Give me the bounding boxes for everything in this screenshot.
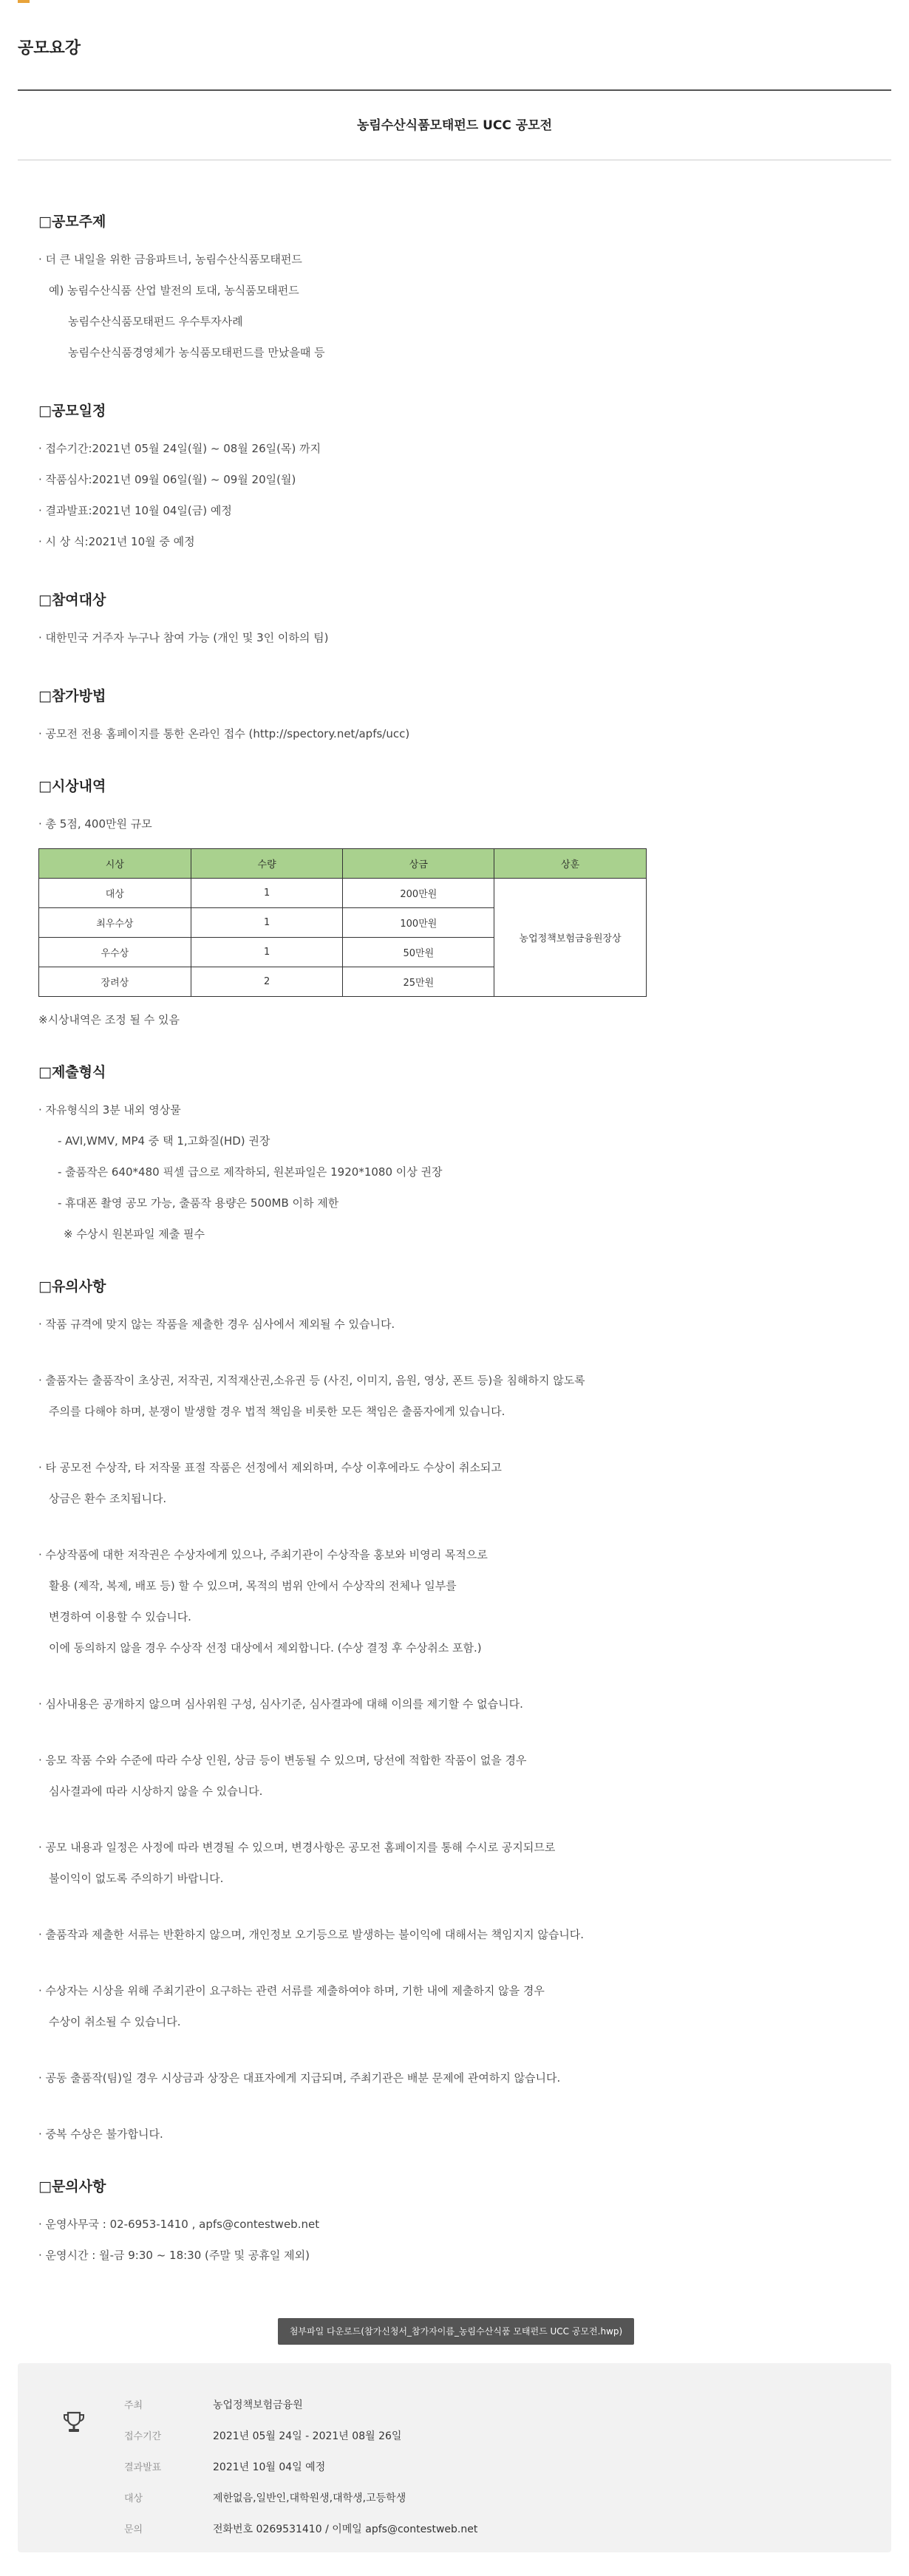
trophy-icon <box>61 2409 87 2436</box>
page-title: 공모요강 <box>18 39 81 58</box>
info-key: 결과발표 <box>124 2462 162 2473</box>
notes-line: 활용 (제작, 복제, 배포 등) 할 수 있으며, 목적의 범위 안에서 수상작의 전체나 일부를 <box>49 1579 457 1592</box>
notes-paragraph <box>38 1539 851 1663</box>
notes-paragraph <box>38 1919 851 1950</box>
notes-line: · 공모 내용과 일정은 사정에 따라 변경될 수 있으며, 변경사항은 공모전 홈페이지를 통해 수시로 공지되므로 <box>38 1841 556 1854</box>
notes-paragraph <box>38 2119 851 2150</box>
notes-line: · 작품 규격에 맞지 않는 작품을 제출한 경우 심사에서 제외될 수 있습니다. <box>38 1318 395 1331</box>
prize-money-cell: 25만원 <box>343 967 494 997</box>
section-heading-format: □제출형식 <box>38 1064 106 1080</box>
schedule-line: · 접수기간:2021년 05월 24일(월) ~ 08월 26일(목) 까지 <box>38 442 321 455</box>
contest-info-box <box>18 2363 891 2552</box>
section-heading-eligibility: □참여대상 <box>38 592 106 608</box>
notes-paragraph <box>38 1689 851 1720</box>
prize-count-cell: 1 <box>191 879 343 908</box>
notes-line: 주의를 다해야 하며, 분쟁이 발생할 경우 법적 책임을 비롯한 모든 책임은 출품자에게 있습니다. <box>49 1405 505 1418</box>
prize-honor-cell: 농업정책보험금융원장상 <box>494 879 647 997</box>
section-heading-topic: □공모주제 <box>38 214 106 230</box>
info-value: 전화번호 0269531410 / 이메일 apfs@contestweb.net <box>213 2524 478 2535</box>
prize-header-count: 수량 <box>191 849 343 879</box>
notes-paragraph <box>38 2062 851 2093</box>
notes-line: · 수상작품에 대한 저작권은 수상자에게 있으나, 주최기관이 수상작을 홍보와 비영리 목적으로 <box>38 1548 488 1561</box>
prize-money-cell: 200만원 <box>343 879 494 908</box>
format-line: - AVI,WMV, MP4 중 택 1,고화질(HD) 권장 <box>58 1134 270 1148</box>
notes-paragraph <box>38 1452 851 1514</box>
format-line: - 휴대폰 촬영 공모 가능, 출품작 용량은 500MB 이하 제한 <box>58 1196 339 1210</box>
prize-award-cell: 우수상 <box>39 938 191 967</box>
notes-line: · 심사내용은 공개하지 않으며 심사위원 구성, 심사기준, 심사결과에 대해 이의를 제기할 수 없습니다. <box>38 1697 523 1711</box>
title-divider <box>18 89 891 91</box>
notes-line: 상금은 환수 조치됩니다. <box>49 1492 167 1505</box>
prize-money-cell: 50만원 <box>343 938 494 967</box>
info-key: 대상 <box>124 2493 143 2504</box>
notes-line: · 공동 출품작(팀)일 경우 시상금과 상장은 대표자에게 지급되며, 주최기관은 배분 문제에 관여하지 않습니다. <box>38 2071 561 2085</box>
prize-count-cell: 1 <box>191 908 343 938</box>
prize-award-cell: 최우수상 <box>39 908 191 938</box>
notes-paragraph <box>38 1975 851 2037</box>
prize-money-cell: 100만원 <box>343 908 494 938</box>
notes-paragraph <box>38 1832 851 1894</box>
prize-header-honor: 상훈 <box>494 849 647 879</box>
format-line: · 자유형식의 3분 내외 영상물 <box>38 1103 181 1117</box>
notes-line: · 수상자는 시상을 위해 주최기관이 요구하는 관련 서류를 제출하여야 하며, 기한 내에 제출하지 않을 경우 <box>38 1984 545 1997</box>
section-heading-schedule: □공모일정 <box>38 403 106 419</box>
format-line: ※ 수상시 원본파일 제출 필수 <box>64 1227 205 1241</box>
prize-award-cell: 장려상 <box>39 967 191 997</box>
prize-table-header-row <box>39 849 647 879</box>
notes-paragraph <box>38 1745 851 1807</box>
format-line: - 출품작은 640*480 픽셀 급으로 제작하되, 원본파일은 1920*1080 이상 권장 <box>58 1165 443 1179</box>
section-heading-prizes: □시상내역 <box>38 778 106 794</box>
topic-line: 농림수산식품경영체가 농식품모태펀드를 만났을때 등 <box>68 346 325 359</box>
prize-count-cell: 2 <box>191 967 343 997</box>
prize-count-cell: 1 <box>191 938 343 967</box>
contact-line: · 운영사무국 : 02-6953-1410 , apfs@contestweb.net <box>38 2218 320 2231</box>
prize-note: ※시상내역은 조정 될 수 있음 <box>38 1013 180 1026</box>
schedule-line: · 시 상 식:2021년 10월 중 예정 <box>38 535 195 548</box>
notes-line: · 중복 수상은 불가합니다. <box>38 2127 163 2141</box>
topic-line: · 더 큰 내일을 위한 금융파트너, 농림수산식품모태펀드 <box>38 253 302 266</box>
topic-line: 예) 농림수산식품 산업 발전의 토대, 농식품모태펀드 <box>49 284 299 297</box>
info-value: 제한없음,일반인,대학원생,대학생,고등학생 <box>213 2492 406 2504</box>
info-value: 농업정책보험금융원 <box>213 2399 303 2411</box>
info-value: 2021년 05월 24일 - 2021년 08월 26일 <box>213 2430 402 2442</box>
contest-title: 농림수산식품모태펀드 UCC 공모전 <box>356 118 553 133</box>
section-heading-contact: □문의사항 <box>38 2178 106 2195</box>
info-key: 주최 <box>124 2400 143 2411</box>
topic-line: 농림수산식품모태펀드 우수투자사례 <box>68 315 243 328</box>
method-line: · 공모전 전용 홈페이지를 통한 온라인 접수 (http://spectory.net/apfs/ucc) <box>38 727 410 740</box>
section-heading-notes: □유의사항 <box>38 1278 106 1295</box>
info-key: 접수기간 <box>124 2431 162 2442</box>
top-accent-bar <box>18 0 30 3</box>
contest-guideline-body <box>38 210 851 2271</box>
schedule-line: · 결과발표:2021년 10월 04일(금) 예정 <box>38 504 232 517</box>
notes-paragraph <box>38 1365 851 1427</box>
prize-table <box>38 848 647 997</box>
notes-line: · 타 공모전 수상작, 타 저작물 표절 작품은 선정에서 제외하며, 수상 이후에라도 수상이 취소되고 <box>38 1461 502 1474</box>
prize-summary: · 총 5점, 400만원 규모 <box>38 817 152 831</box>
notes-line: 변경하여 이용할 수 있습니다. <box>49 1610 191 1623</box>
notes-line: · 응모 작품 수와 수준에 따라 수상 인원, 상금 등이 변동될 수 있으며, 당선에 적합한 작품이 없을 경우 <box>38 1754 527 1767</box>
notes-line: 심사결과에 따라 시상하지 않을 수 있습니다. <box>49 1785 263 1798</box>
info-key: 문의 <box>124 2524 143 2535</box>
attachment-download-button[interactable]: 첨부파일 다운로드(참가신청서_참가자이름_농림수산식품 모태펀드 UCC 공모전.hwp) <box>278 2318 634 2345</box>
info-value: 2021년 10월 04일 예정 <box>213 2461 326 2473</box>
notes-line: 이에 동의하지 않을 경우 수상작 선정 대상에서 제외합니다. (수상 결정 후 수상취소 포함.) <box>49 1641 482 1655</box>
prize-header-money: 상금 <box>343 849 494 879</box>
notes-line: · 출품작과 제출한 서류는 반환하지 않으며, 개인정보 오기등으로 발생하는 불이익에 대해서는 책임지지 않습니다. <box>38 1928 585 1941</box>
eligibility-line: · 대한민국 거주자 누구나 참여 가능 (개인 및 3인 이하의 팀) <box>38 631 329 644</box>
prize-header-award: 시상 <box>39 849 191 879</box>
section-heading-method: □참가방법 <box>38 688 106 704</box>
contact-line: · 운영시간 : 월-금 9:30 ~ 18:30 (주말 및 공휴일 제외) <box>38 2249 310 2262</box>
notes-paragraph <box>38 1309 851 1340</box>
notes-line: 불이익이 없도록 주의하기 바랍니다. <box>49 1872 224 1885</box>
notes-line: · 출품자는 출품작이 초상권, 저작권, 지적재산권,소유권 등 (사진, 이미지, 음원, 영상, 폰트 등)을 침해하지 않도록 <box>38 1374 585 1387</box>
table-row <box>39 879 647 908</box>
schedule-line: · 작품심사:2021년 09월 06일(월) ~ 09월 20일(월) <box>38 473 296 486</box>
notes-line: 수상이 취소될 수 있습니다. <box>49 2015 181 2028</box>
prize-award-cell: 대상 <box>39 879 191 908</box>
